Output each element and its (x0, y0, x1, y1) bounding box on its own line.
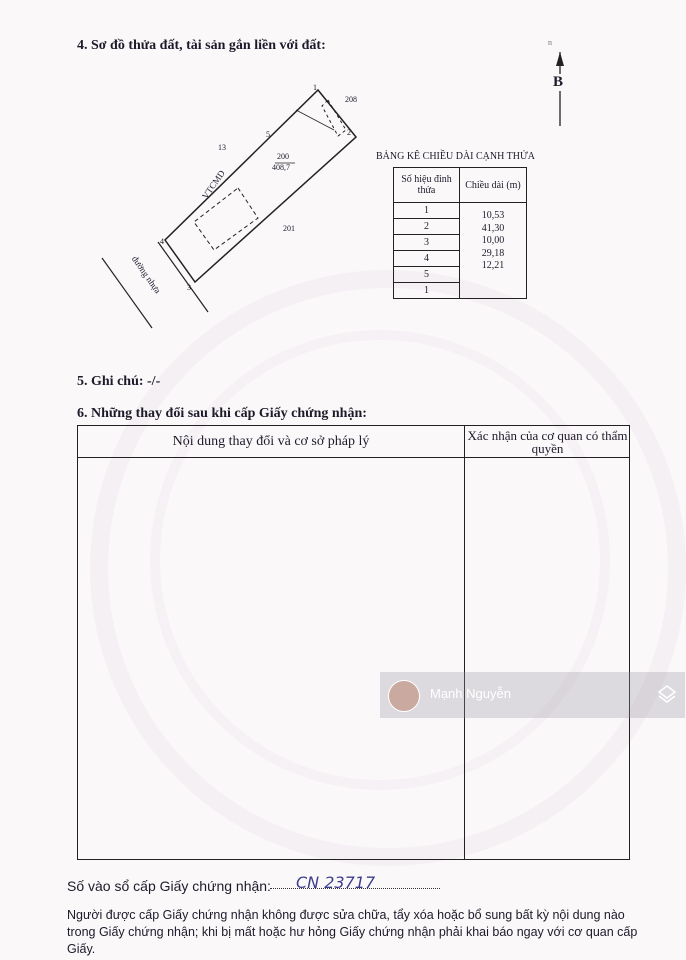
parcel-map (100, 80, 380, 340)
neighbor-13-label: 13 (218, 143, 226, 152)
section4-title: 4. Sơ đồ thửa đất, tài sản gắn liền với đất: (77, 38, 326, 53)
table-row (394, 203, 527, 219)
section5-title: 5. Ghi chú: -/- (77, 374, 161, 389)
length-table (393, 167, 527, 299)
section6-title: 6. Những thay đổi sau khi cấp Giấy chứng nhận: (77, 406, 367, 421)
table-cell: 2 (394, 219, 460, 235)
table-cell: 12,21 (481, 260, 505, 272)
neighbor-201-label: 201 (283, 224, 295, 233)
watermark-badge (380, 672, 685, 718)
changes-table (77, 425, 630, 860)
changes-col2-header: Xác nhận của cơ quan có thẩm quyền (467, 428, 628, 456)
length-table-col1: Số hiệu đỉnh thửa (394, 168, 460, 203)
footer-note: Người được cấp Giấy chứng nhận không được sửa chữa, tẩy xóa hoặc bổ sung bất kỳ nội dung nào trong Giấy chứng nhận; khi bị mất hoặc hư hỏng Giấy chứng nhận phải khai báo ngay với cơ quan cấp Giấy. (67, 908, 638, 956)
column-divider (464, 426, 465, 859)
land-label: VTCMD (200, 168, 227, 201)
watermark-name: Mạnh Nguyễn (430, 686, 511, 701)
table-cell: 29,18 (481, 247, 505, 259)
vertex-3-label: 3 (187, 283, 191, 292)
header-divider (78, 457, 629, 458)
vertex-2-label: 2 (347, 128, 351, 137)
table-cell: 4 (394, 251, 460, 267)
vertex-5-label: 5 (266, 130, 270, 139)
avatar (388, 680, 420, 712)
vertex-4-label: 4 (160, 237, 164, 246)
registry-label: Số vào sổ cấp Giấy chứng nhận: (67, 878, 271, 894)
parcel-area: 408,7 (272, 163, 290, 172)
layers-logo-icon (657, 684, 677, 704)
table-cell: 41,30 (481, 222, 505, 234)
length-table-col2: Chiều dài (m) (460, 168, 527, 203)
table-cell: 5 (394, 267, 460, 283)
table-cell: 3 (394, 235, 460, 251)
length-table-title: BẢNG KÊ CHIỀU DÀI CẠNH THỬA (376, 151, 535, 162)
changes-col1-header: Nội dung thay đổi và cơ sở pháp lý (172, 434, 370, 449)
table-cell: 10,00 (481, 235, 505, 247)
north-label: B (553, 74, 564, 90)
vertex-1-label: 1 (313, 83, 317, 92)
north-mark: n (548, 38, 552, 47)
registry-value: CN 23717 (296, 873, 376, 892)
neighbor-208-label: 208 (345, 95, 357, 104)
table-cell: 1 (394, 203, 460, 219)
length-values (460, 203, 527, 299)
table-cell: 10,53 (481, 210, 505, 221)
parcel-number: 200 (277, 152, 289, 161)
table-cell: 1 (394, 283, 460, 299)
road-label: đường nhựa (129, 254, 163, 296)
